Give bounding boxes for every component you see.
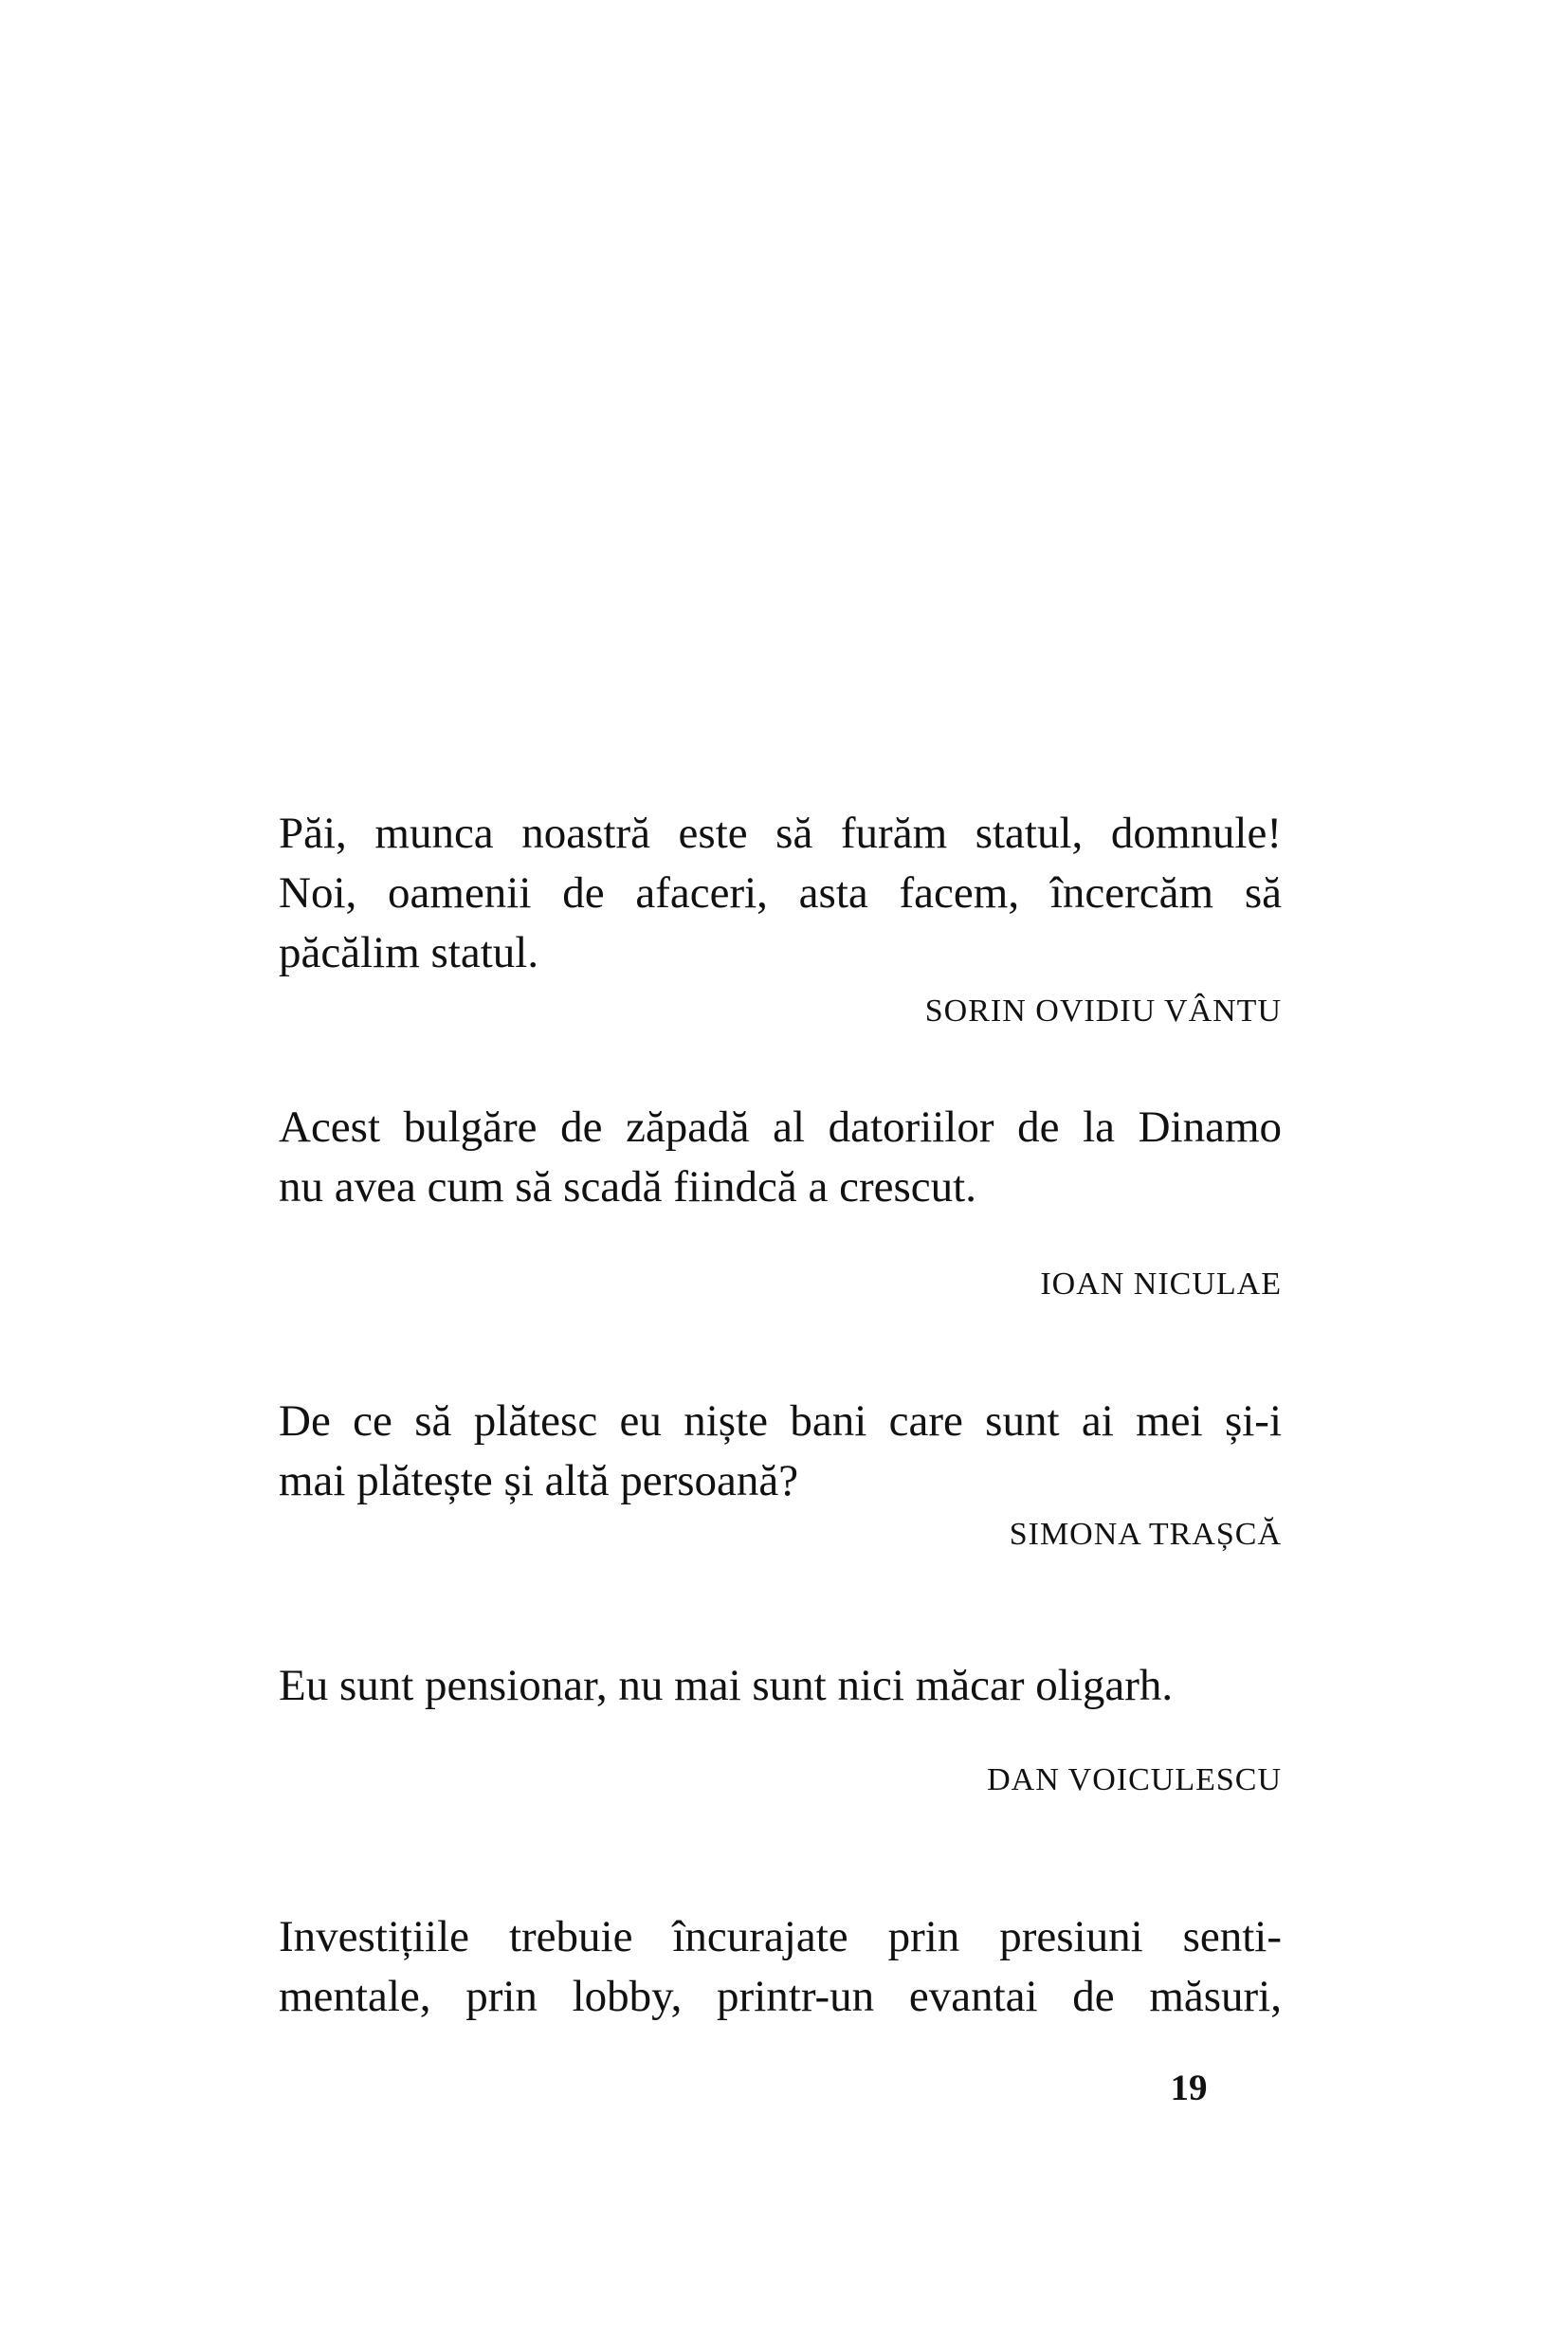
quote-block-3 bbox=[279, 1392, 1282, 1552]
quote-block-5 bbox=[279, 1907, 1282, 2027]
quote-text bbox=[279, 1656, 1282, 1716]
quote-line: mentale, prin lobby, printr-un evantai de măsuri, bbox=[279, 1972, 1282, 2021]
quote-block-2 bbox=[279, 1098, 1282, 1302]
quote-line: păcălim statul. bbox=[279, 928, 539, 977]
quote-text bbox=[279, 1392, 1282, 1511]
quote-author: DAN VOICULESCU bbox=[987, 1762, 1282, 1797]
quote-line: De ce să plătesc eu niște bani care sunt ai mei și-i bbox=[279, 1396, 1282, 1446]
quote-block-1 bbox=[279, 804, 1282, 1029]
quote-line: Păi, munca noastră este să furăm statul, domnule! bbox=[279, 809, 1282, 858]
page-number: 19 bbox=[1170, 2068, 1208, 2108]
quote-author: SIMONA TRAȘCĂ bbox=[1009, 1517, 1282, 1552]
quote-line: Acest bulgăre de zăpadă al datoriilor de la Dinamo bbox=[279, 1103, 1282, 1152]
quote-author: SORIN OVIDIU VÂNTU bbox=[924, 993, 1282, 1029]
quote-line: nu avea cum să scadă fiindcă a crescut. bbox=[279, 1162, 976, 1212]
quote-line: Eu sunt pensionar, nu mai sunt nici măcar oligarh. bbox=[279, 1661, 1174, 1710]
quote-text bbox=[279, 1907, 1282, 2027]
quote-line: mai plătește și altă persoană? bbox=[279, 1456, 799, 1505]
quote-text bbox=[279, 804, 1282, 983]
quote-block-4 bbox=[279, 1656, 1282, 1797]
quote-text bbox=[279, 1098, 1282, 1217]
quote-line: Noi, oamenii de afaceri, asta facem, încercăm să bbox=[279, 868, 1282, 918]
quote-author: IOAN NICULAE bbox=[1040, 1267, 1282, 1302]
quote-line: Investițiile trebuie încurajate prin presiuni senti- bbox=[279, 1912, 1282, 1961]
